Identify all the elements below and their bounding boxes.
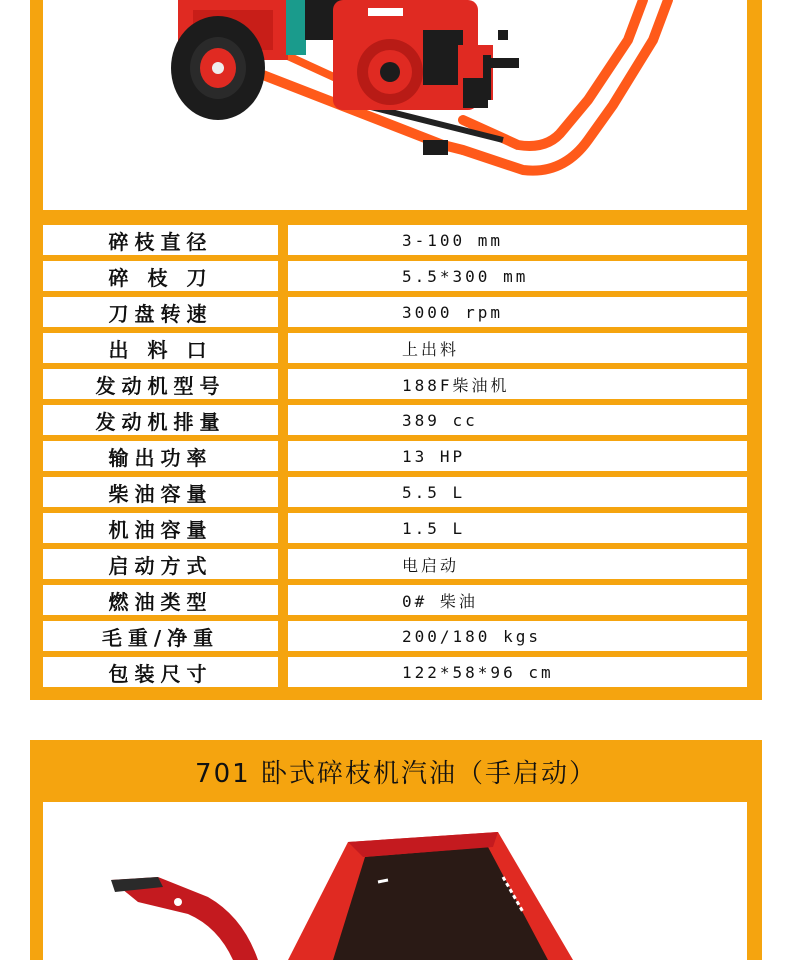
spec-label: 包装尺寸 [43,657,278,687]
section-title: 701 卧式碎枝机汽油（手启动） [195,758,597,789]
spec-row [43,549,747,579]
spec-row [43,261,747,291]
spec-value: 122*58*96 cm [288,657,747,687]
spec-value: 0# 柴油 [288,585,747,615]
spec-row [43,621,747,651]
spec-row [43,369,747,399]
spec-value: 3-100 mm [288,225,747,255]
spec-row [43,405,747,435]
spec-row [43,657,747,687]
spec-value: 5.5 L [288,477,747,507]
spec-label: 毛重/净重 [43,621,278,651]
spec-row [43,513,747,543]
spec-value: 200/180 kgs [288,621,747,651]
spec-row [43,225,747,255]
spec-row [43,333,747,363]
spec-row [43,585,747,615]
spec-label: 启动方式 [43,549,278,579]
spec-label: 刀盘转速 [43,297,278,327]
spec-value: 3000 rpm [288,297,747,327]
chipper-photo-diesel [43,0,747,210]
chipper-photo-gasoline [43,802,747,960]
spec-label: 机油容量 [43,513,278,543]
spec-row [43,297,747,327]
spec-value: 389 cc [288,405,747,435]
spec-value: 13 HP [288,441,747,471]
spec-label: 输出功率 [43,441,278,471]
spec-label: 燃油类型 [43,585,278,615]
spec-value: 1.5 L [288,513,747,543]
spec-label: 发动机排量 [43,405,278,435]
spec-value: 电启动 [288,549,747,579]
spec-label: 出 料 口 [43,333,278,363]
spec-label: 柴油容量 [43,477,278,507]
spec-value: 上出料 [288,333,747,363]
spec-label: 碎 枝 刀 [43,261,278,291]
spec-value: 188F柴油机 [288,369,747,399]
spec-label: 碎枝直径 [43,225,278,255]
spec-row [43,441,747,471]
spec-row [43,477,747,507]
spec-label: 发动机型号 [43,369,278,399]
spec-value: 5.5*300 mm [288,261,747,291]
